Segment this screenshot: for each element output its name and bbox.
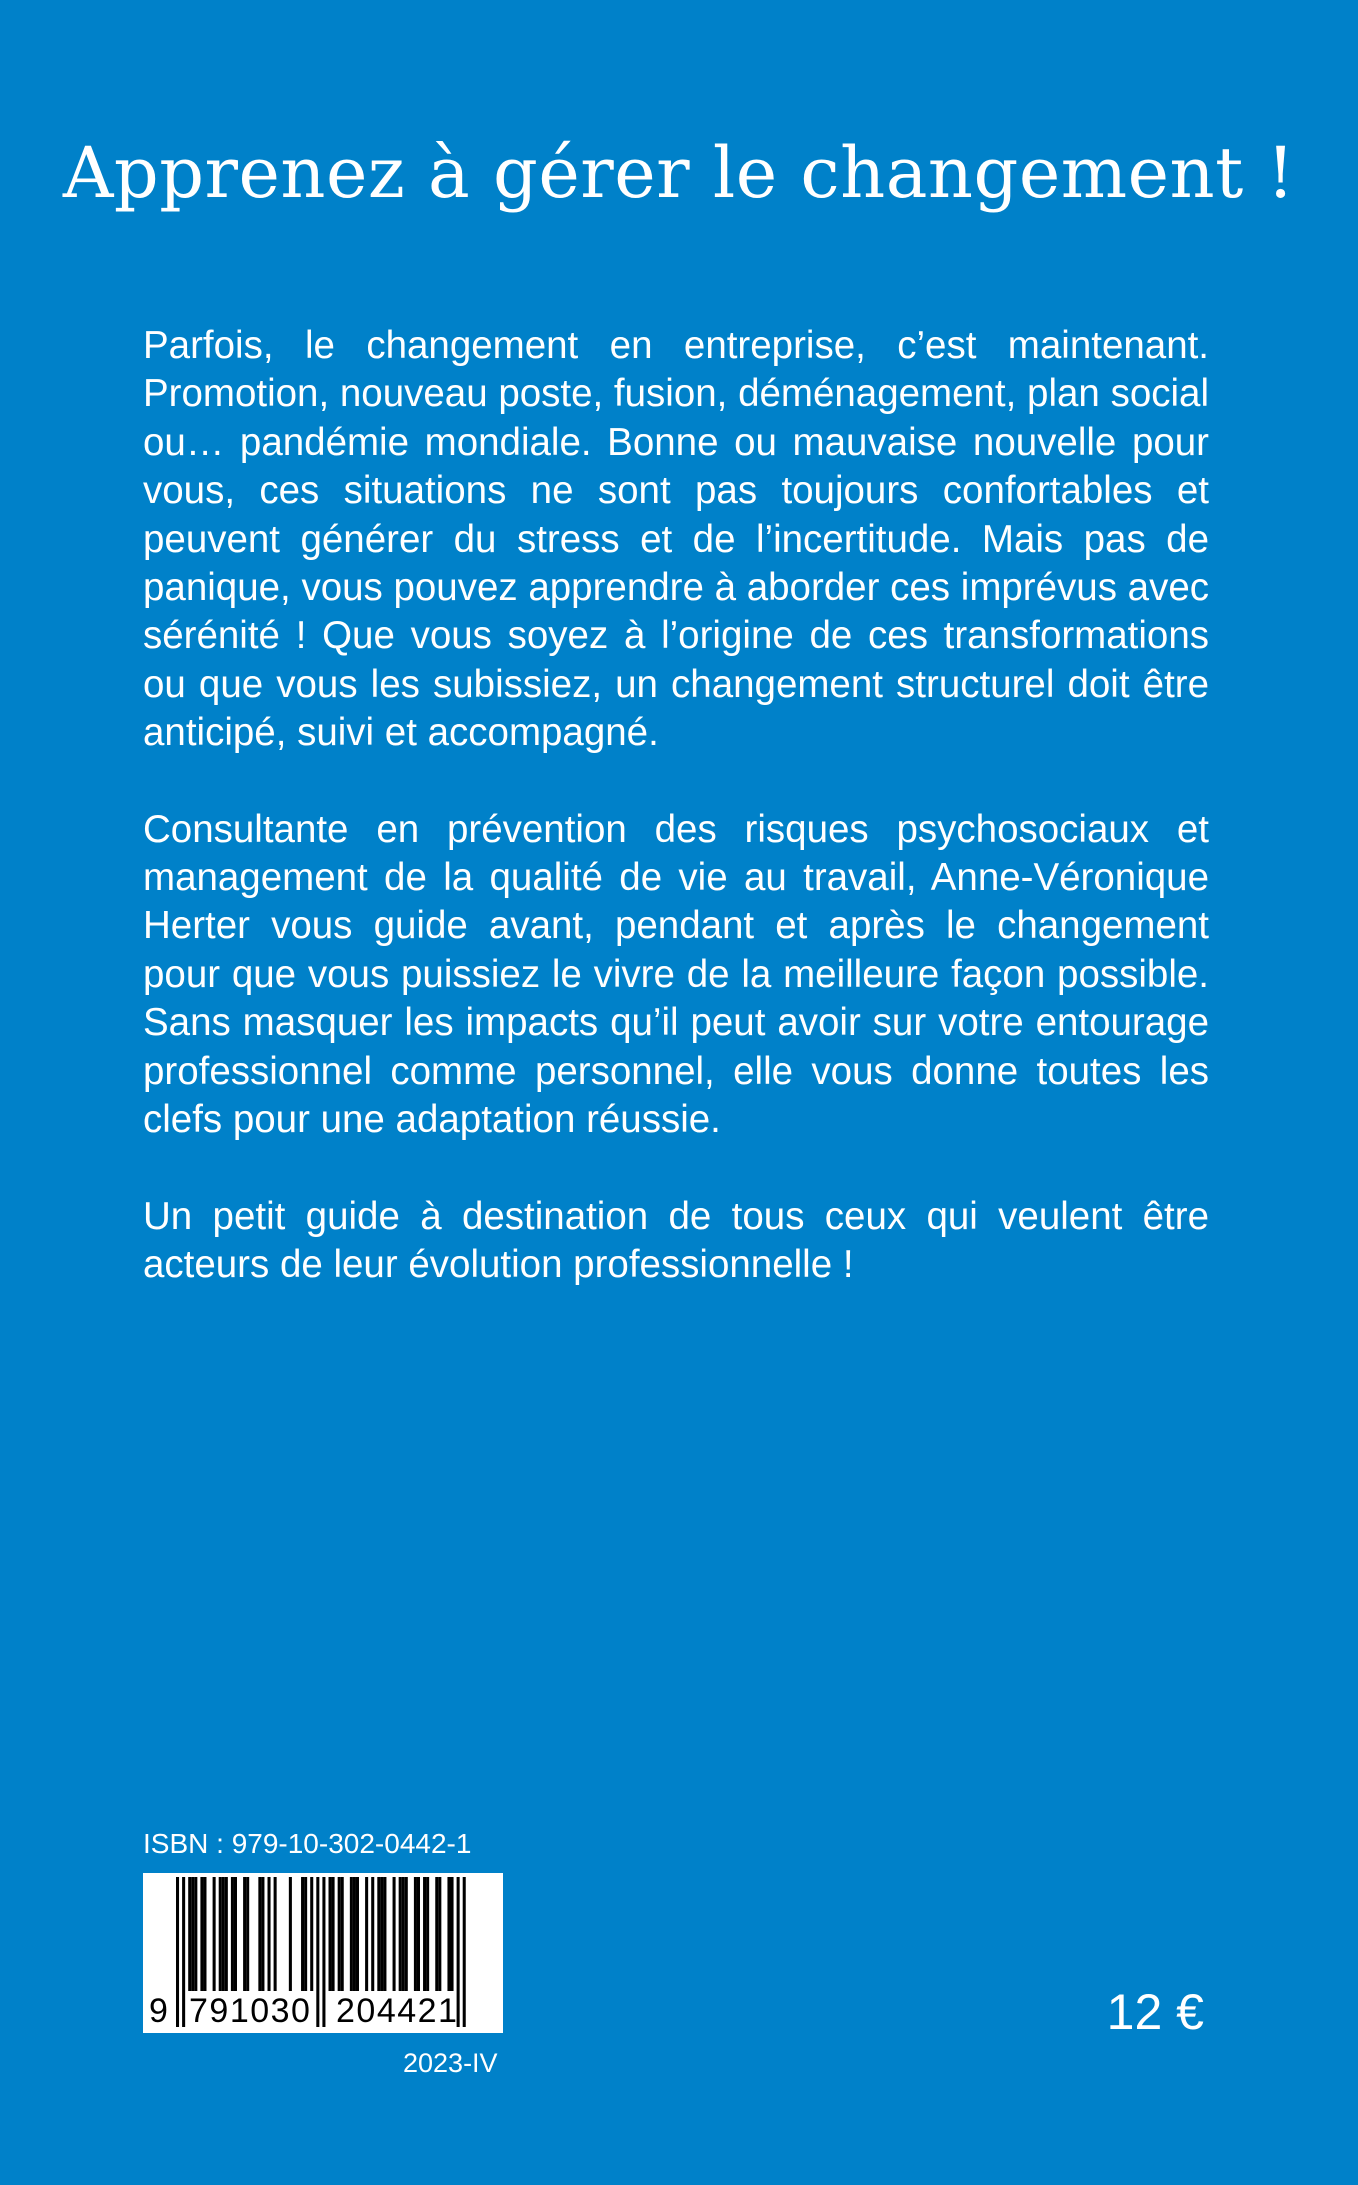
- barcode-bar: [332, 1877, 335, 1991]
- barcode-bar: [447, 1877, 450, 1991]
- barcode-bar: [365, 1877, 368, 1991]
- barcode-first-digit: 9: [149, 1992, 168, 2030]
- barcode-bar: [341, 1877, 344, 1991]
- barcode-bar: [405, 1877, 408, 1991]
- barcode-bar: [393, 1877, 396, 1991]
- barcode-bar: [356, 1877, 359, 1991]
- barcode-bar: [246, 1877, 249, 1991]
- barcode-bar: [258, 1877, 261, 1991]
- barcode-bar: [301, 1877, 304, 1991]
- barcode-bar: [383, 1877, 386, 1991]
- barcode-right-group: 204421: [336, 1992, 459, 2030]
- isbn-label: ISBN : 979-10-302-0442-1: [143, 1828, 472, 1859]
- barcode-bar: [414, 1877, 417, 1991]
- barcode-bar: [219, 1877, 222, 1991]
- blurb-paragraph-2: Consultante en prévention des risques psychosociaux et management de la qualité de vie au travail, Anne-Véronique Herter vous guide avant, pendant et après le changement pour que vous puissiez le vivre de la meilleure façon possible. Sans masquer les impacts qu’il peut avoir sur votre entourage professionnel comme personnel, elle vous donne toutes les clefs pour une adaptation réussie.: [143, 807, 1209, 1142]
- barcode-bar: [194, 1877, 197, 1991]
- barcode-bar: [451, 1877, 454, 1991]
- barcode-bar: [289, 1877, 292, 1991]
- barcode-bar: [191, 1877, 194, 1991]
- barcode-bar: [274, 1877, 277, 1991]
- barcode: [143, 1873, 503, 2033]
- blurb-text: [143, 322, 1209, 1289]
- barcode-bar: [380, 1877, 383, 1991]
- barcode-bar: [268, 1877, 271, 1991]
- barcode-bar: [329, 1877, 332, 1991]
- price-label: 12 €: [1106, 1984, 1204, 2040]
- barcode-bar: [402, 1877, 405, 1991]
- barcode-bar: [435, 1877, 438, 1991]
- edition-code: 2023-IV: [403, 2048, 498, 2078]
- barcode-bar: [371, 1877, 374, 1991]
- barcode-bar: [350, 1877, 353, 1991]
- barcode-bar: [231, 1877, 234, 1991]
- barcode-bar: [222, 1877, 225, 1991]
- barcode-digits: [143, 1989, 503, 2033]
- barcode-bar: [438, 1877, 441, 1991]
- barcode-bar: [243, 1877, 246, 1991]
- barcode-bar: [417, 1877, 420, 1991]
- barcode-bar: [200, 1877, 203, 1991]
- barcode-bar: [304, 1877, 307, 1991]
- barcode-bar: [203, 1877, 206, 1991]
- barcode-bar: [225, 1877, 228, 1991]
- barcode-bar: [423, 1877, 426, 1991]
- barcode-bar: [377, 1877, 380, 1991]
- barcode-bar: [188, 1877, 191, 1991]
- barcode-bar: [261, 1877, 264, 1991]
- barcode-bar: [310, 1877, 313, 1991]
- blurb-paragraph-3: Un petit guide à destination de tous ceux qui veulent être acteurs de leur évolution professionnelle !: [143, 1194, 1209, 1286]
- barcode-left-group: 791030: [189, 1992, 312, 2030]
- barcode-bar: [213, 1877, 216, 1991]
- barcode-bar: [234, 1877, 237, 1991]
- blurb-paragraph-1: Parfois, le changement en entreprise, c’est maintenant. Promotion, nouveau poste, fusion, déménagement, plan social ou… pandémie mondiale. Bonne ou mauvaise nouvelle pour vous, ces situations ne sont pas toujours confortables et peuvent générer du stress et de l’incertitude. Mais pas de panique, vous pouvez apprendre à aborder ces imprévus avec sérénité ! Que vous soyez à l’origine de ces transformations ou que vous les subissiez, un changement structurel doit être anticipé, suivi et accompagné.: [143, 324, 1209, 755]
- barcode-bar: [426, 1877, 429, 1991]
- barcode-bar: [399, 1877, 402, 1991]
- barcode-bar: [338, 1877, 341, 1991]
- book-tagline-title: Apprenez à gérer le changement !: [62, 132, 1296, 214]
- barcode-bar: [353, 1877, 356, 1991]
